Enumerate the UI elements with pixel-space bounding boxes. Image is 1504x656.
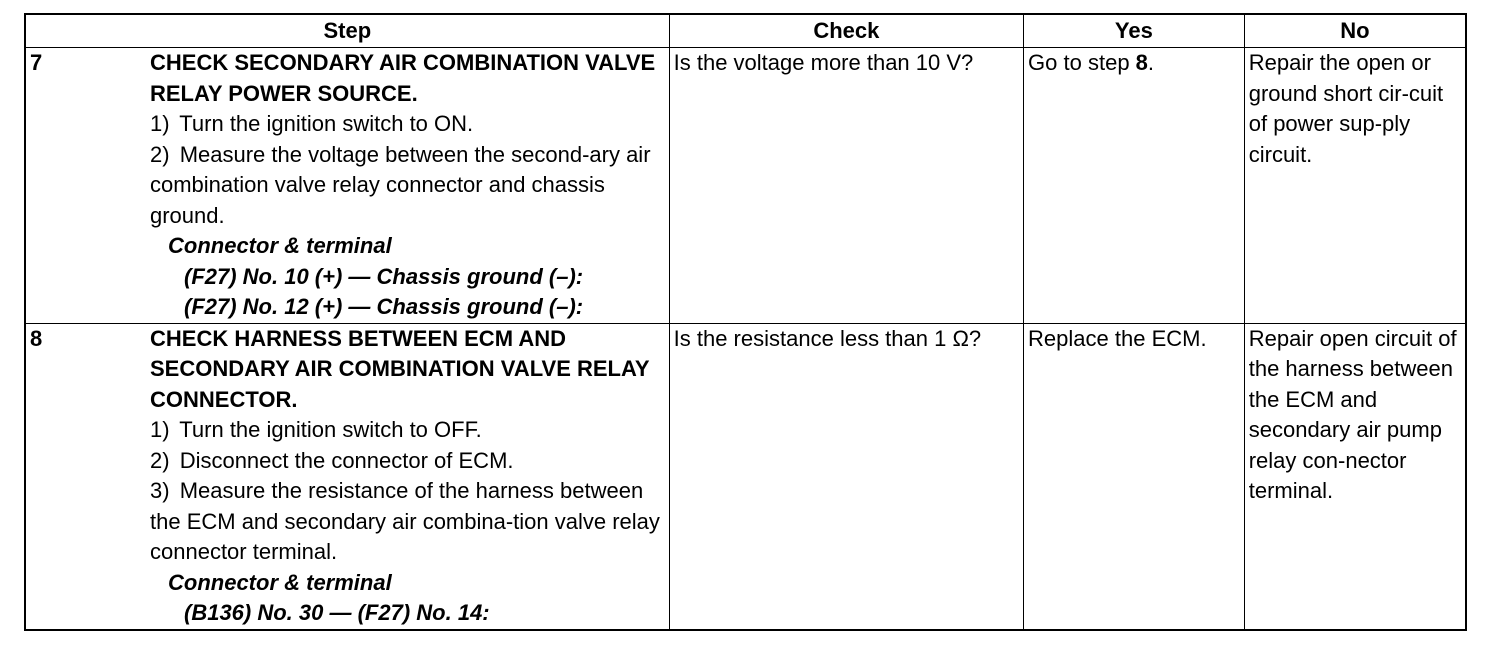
step-instruction-lead: 2) xyxy=(150,447,170,473)
header-no: No xyxy=(1244,14,1466,48)
step-instruction-lead: 3) xyxy=(150,478,170,503)
yes-prefix: Go to step xyxy=(1028,50,1136,75)
step-body xyxy=(150,48,669,323)
step-instruction xyxy=(150,476,665,568)
step-instruction-lead: 2) xyxy=(150,141,170,167)
no-cell: Repair open circuit of the harness between the ECM and secondary air pump relay con-nector terminal. xyxy=(1244,323,1466,630)
step-instruction-text: Measure the resistance of the harness between the ECM and secondary air combina-tion valve relay connector terminal. xyxy=(150,478,660,564)
table-row xyxy=(25,323,1466,630)
step-instruction-text: Measure the voltage between the second-ary air combination valve relay connector and chassis ground. xyxy=(150,141,651,228)
step-number: 7 xyxy=(30,50,43,75)
step-cell xyxy=(25,48,669,324)
yes-suffix: . xyxy=(1147,50,1155,75)
step-title: CHECK SECONDARY AIR COMBINATION VALVE RELAY POWER SOURCE. xyxy=(150,50,656,106)
connector-label: Connector & terminal xyxy=(168,233,392,258)
header-step: Step xyxy=(25,14,669,48)
no-cell: Repair the open or ground short cir-cuit of power sup-ply circuit. xyxy=(1244,48,1466,324)
header-check: Check xyxy=(669,14,1023,48)
step-number: 8 xyxy=(30,325,43,351)
step-body xyxy=(150,324,669,629)
step-instruction xyxy=(150,109,665,140)
connector-label: Connector & terminal xyxy=(168,569,392,595)
step-instruction-lead: 1) xyxy=(150,111,170,136)
table-row xyxy=(25,48,1466,324)
step-instruction xyxy=(150,140,665,232)
step-instruction-text: Disconnect the connector of ECM. xyxy=(179,447,514,473)
step-instruction-text: Turn the ignition switch to OFF. xyxy=(179,417,482,442)
step-title: CHECK HARNESS BETWEEN ECM AND SECONDARY AIR COMBINATION VALVE RELAY CONNECTOR. xyxy=(150,325,650,412)
header-yes: Yes xyxy=(1024,14,1245,48)
yes-step-ref: 8 xyxy=(1135,50,1148,75)
step-instruction-text: Turn the ignition switch to ON. xyxy=(179,111,474,136)
step-instruction xyxy=(150,415,665,446)
step-instruction-lead: 1) xyxy=(150,417,170,442)
connector-line: (F27) No. 12 (+) — Chassis ground (–): xyxy=(184,294,584,319)
yes-cell xyxy=(1024,48,1245,324)
yes-cell: Replace the ECM. xyxy=(1024,323,1245,630)
check-cell: Is the resistance less than 1 Ω? xyxy=(669,323,1023,630)
diagnostic-table xyxy=(24,13,1467,631)
connector-line: (F27) No. 10 (+) — Chassis ground (–): xyxy=(184,263,584,289)
connector-line: (B136) No. 30 — (F27) No. 14: xyxy=(184,600,490,625)
step-cell xyxy=(25,323,669,630)
check-cell: Is the voltage more than 10 V? xyxy=(669,48,1023,324)
header-row xyxy=(25,14,1466,48)
step-instruction xyxy=(150,446,665,477)
